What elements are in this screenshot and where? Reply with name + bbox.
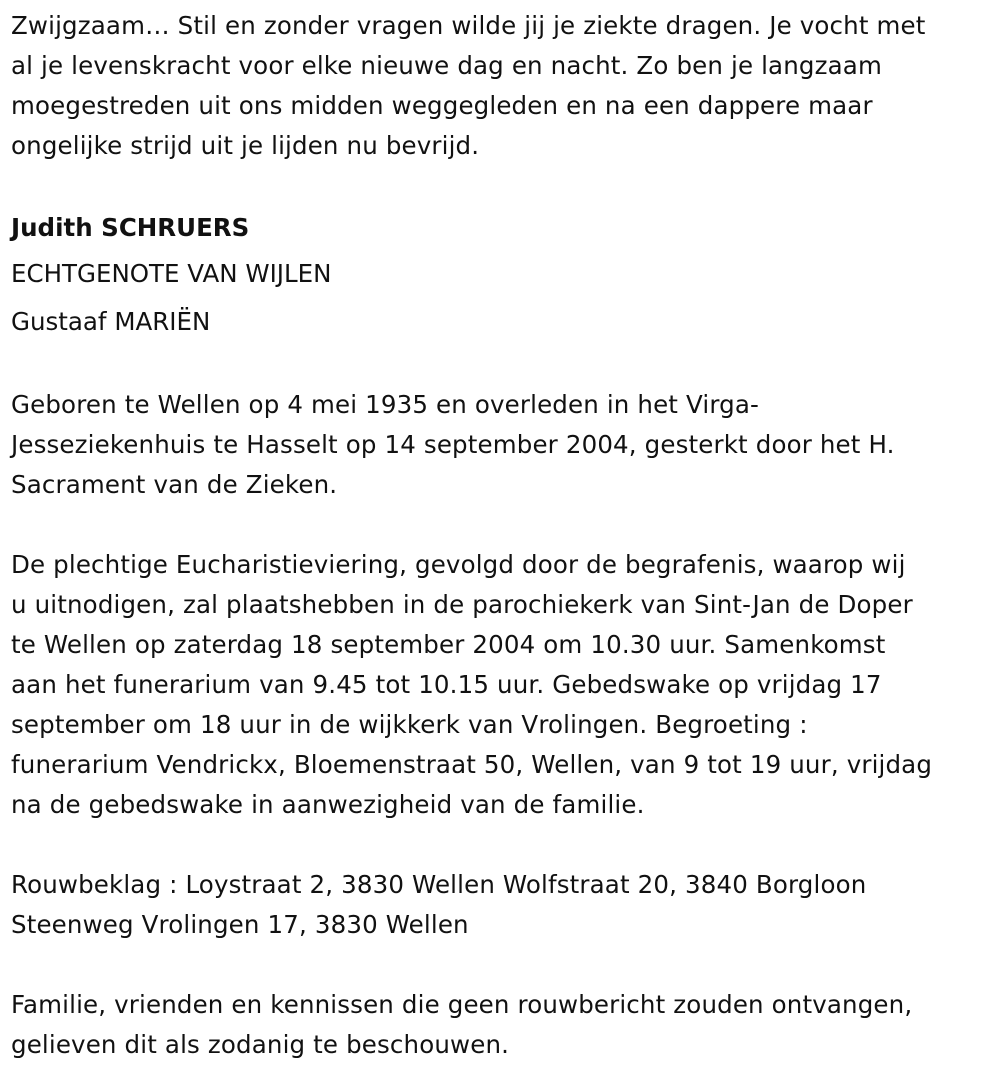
ceremony-line: september om 18 uur in de wijkkerk van Vrolingen. Begroeting :: [11, 710, 808, 739]
relation-text: ECHTGENOTE VAN WIJLEN: [11, 259, 332, 288]
ceremony-paragraph: [11, 545, 1000, 825]
condolences-line: Rouwbeklag : Loystraat 2, 3830 Wellen Wolfstraat 20, 3840 Borgloon: [11, 870, 867, 899]
deceased-name: Judith SCHRUERS: [11, 213, 250, 242]
paragraph-spacer: [11, 945, 1000, 985]
closing-line: Familie, vrienden en kennissen die geen rouwbericht zouden ontvangen,: [11, 990, 913, 1019]
ceremony-line: funerarium Vendrickx, Bloemenstraat 50, Wellen, van 9 tot 19 uur, vrijdag: [11, 750, 933, 779]
ceremony-line: aan het funerarium van 9.45 tot 10.15 uur. Gebedswake op vrijdag 17: [11, 670, 882, 699]
intro-line: moegestreden uit ons midden weggegleden en na een dappere maar: [11, 91, 873, 120]
paragraph-spacer: [11, 346, 1000, 385]
paragraph-spacer: [11, 166, 1000, 206]
ceremony-line: De plechtige Eucharistieviering, gevolgd door de begrafenis, waarop wij: [11, 550, 906, 579]
birth-death-paragraph: [11, 385, 1000, 505]
ceremony-line: te Wellen op zaterdag 18 september 2004 om 10.30 uur. Samenkomst: [11, 630, 886, 659]
ceremony-line: u uitnodigen, zal plaatshebben in de parochiekerk van Sint-Jan de Doper: [11, 590, 913, 619]
ceremony-line: na de gebedswake in aanwezigheid van de familie.: [11, 790, 645, 819]
birth-death-line: Jesseziekenhuis te Hasselt op 14 september 2004, gesterkt door het H.: [11, 430, 895, 459]
closing-line: gelieven dit als zodanig te beschouwen.: [11, 1030, 510, 1059]
intro-paragraph: [11, 6, 1000, 166]
birth-death-line: Geboren te Wellen op 4 mei 1935 en overleden in het Virga-: [11, 390, 759, 419]
spouse-name: Gustaaf MARIËN: [11, 307, 211, 336]
closing-paragraph: [11, 985, 1000, 1065]
birth-death-line: Sacrament van de Zieken.: [11, 470, 338, 499]
paragraph-spacer: [11, 505, 1000, 545]
paragraph-spacer: [11, 825, 1000, 865]
intro-line: ongelijke strijd uit je lijden nu bevrijd.: [11, 131, 480, 160]
deceased-block: [11, 205, 1000, 346]
condolences-line: Steenweg Vrolingen 17, 3830 Wellen: [11, 910, 469, 939]
intro-line: Zwijgzaam… Stil en zonder vragen wilde jij je ziekte dragen. Je vocht met: [11, 11, 926, 40]
intro-line: al je levenskracht voor elke nieuwe dag en nacht. Zo ben je langzaam: [11, 51, 882, 80]
condolences-paragraph: [11, 865, 1000, 945]
